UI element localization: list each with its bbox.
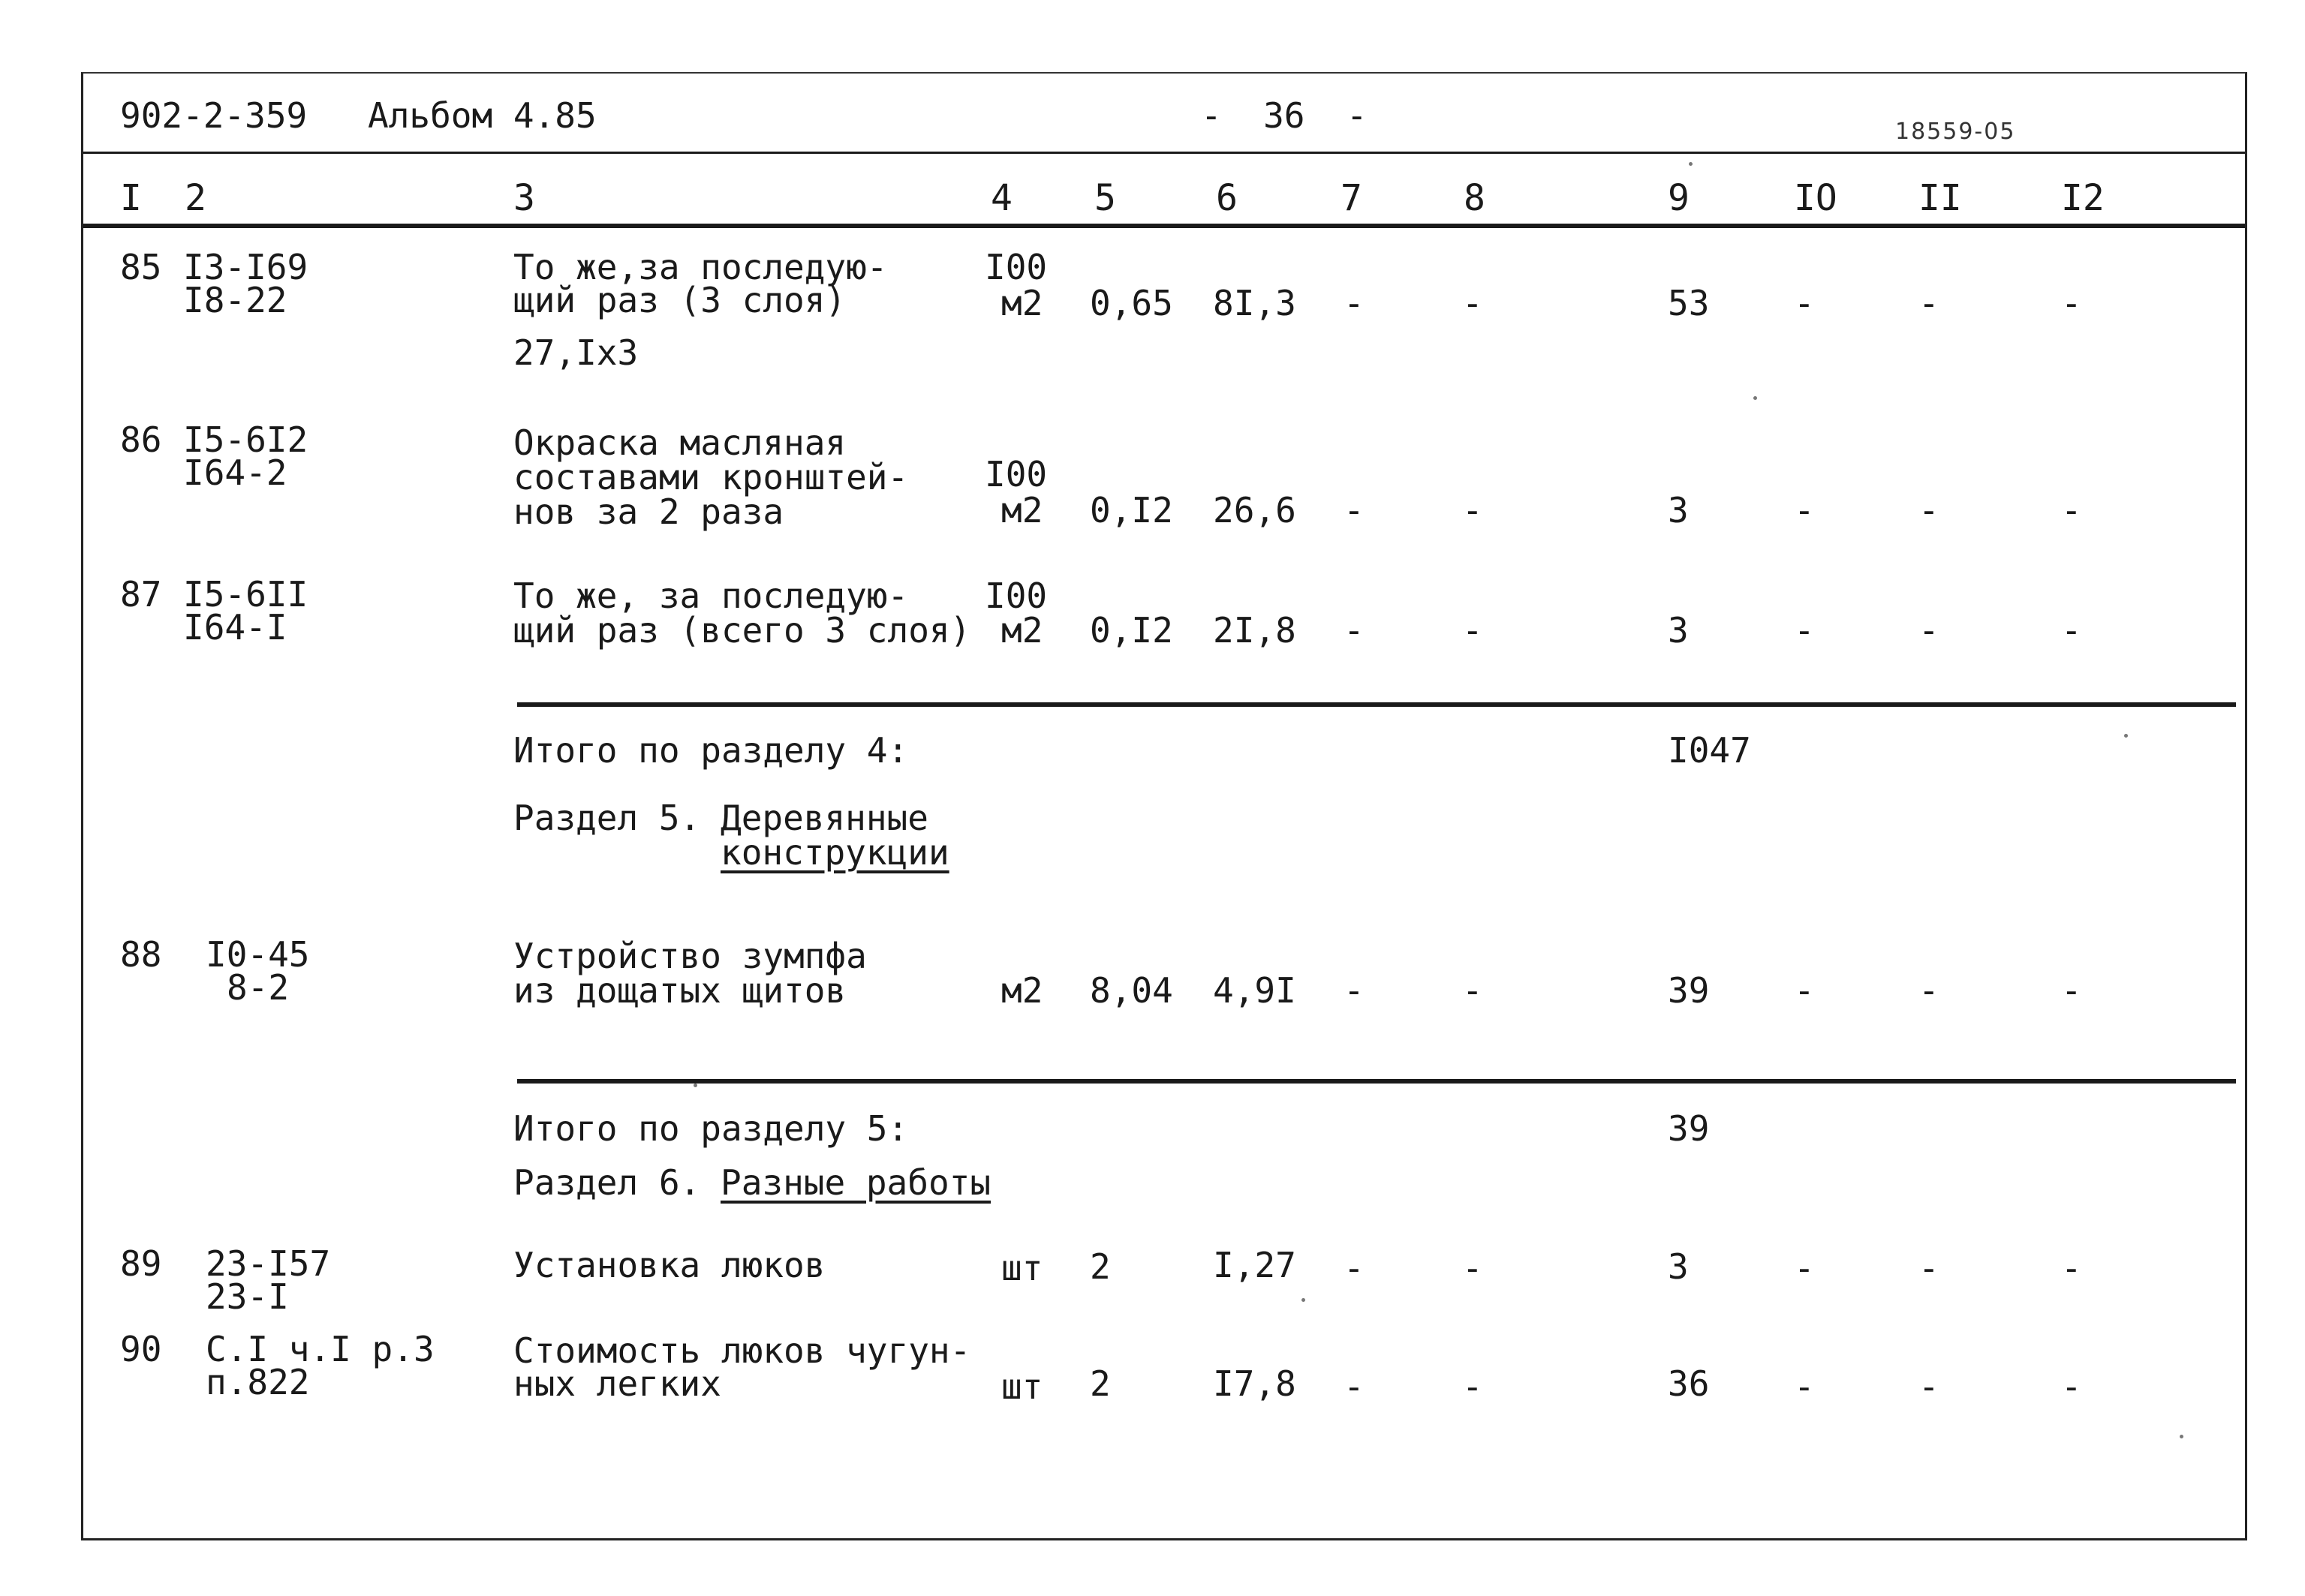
unit-price: 26,6 [1213, 490, 1296, 530]
col11-value: - [1918, 1366, 1939, 1407]
col7-value: - [1344, 283, 1365, 323]
work-description: 27,Iх3 [513, 332, 639, 373]
col10-value: - [1794, 610, 1815, 651]
col-header-9: 9 [1668, 177, 1690, 219]
doc-code: 902-2-359 [120, 95, 308, 136]
quantity: 0,I2 [1090, 490, 1173, 530]
section5-total-value: 39 [1668, 1108, 1710, 1149]
rate-code: I5-6I2 [183, 419, 308, 460]
col-header-7: 7 [1341, 177, 1362, 219]
work-description: Установка люков [513, 1245, 826, 1285]
work-description: То же,за последую- [513, 247, 888, 287]
row-number: 90 [120, 1329, 162, 1369]
col-header-5: 5 [1094, 177, 1116, 219]
col-header-3: 3 [513, 177, 535, 219]
unit: м2 [1001, 283, 1043, 323]
col12-value: - [2061, 610, 2082, 651]
rate-code: I5-6II [183, 574, 308, 615]
work-description: ных легких [513, 1363, 721, 1404]
album-label: Альбом 4.85 [368, 95, 597, 136]
col-header-10: IO [1794, 177, 1837, 219]
col-header-12: I2 [2061, 177, 2105, 219]
section4-separator [517, 702, 2236, 707]
col12-value: - [2061, 970, 2082, 1011]
col12-value: - [2061, 1366, 2082, 1407]
quantity: 0,65 [1090, 283, 1173, 323]
row-number: 87 [120, 574, 162, 615]
col-header-8: 8 [1464, 177, 1485, 219]
scan-speck [694, 1084, 697, 1087]
page-number: - 36 - [1201, 95, 1368, 136]
scan-speck [1753, 396, 1757, 400]
rate-code: С.I ч.I р.3 [206, 1329, 435, 1369]
section5-title-underlined: конструкции [721, 832, 949, 873]
total-cost: 3 [1668, 490, 1689, 530]
col11-value: - [1918, 970, 1939, 1011]
unit-multiplier: I00 [985, 576, 1048, 616]
rate-code-sub: I64-I [183, 607, 287, 648]
col10-value: - [1794, 970, 1815, 1011]
col11-value: - [1918, 283, 1939, 323]
unit: шт [1001, 1248, 1043, 1288]
col8-value: - [1462, 970, 1483, 1011]
unit: м2 [1001, 610, 1043, 651]
column-header-rule [83, 224, 2245, 228]
section6-prefix: Раздел 6. [513, 1162, 701, 1203]
col-header-4: 4 [991, 177, 1013, 219]
rate-code-sub: п.822 [206, 1362, 310, 1402]
work-description: Окраска масляная [513, 422, 847, 463]
unit-price: 8I,3 [1213, 283, 1296, 323]
col12-value: - [2061, 283, 2082, 323]
header-rule [83, 152, 2245, 154]
section5-total-label: Итого по разделу 5: [513, 1108, 909, 1149]
col7-value: - [1344, 970, 1365, 1011]
row-number: 88 [120, 934, 162, 975]
total-cost: 39 [1668, 970, 1710, 1011]
quantity: 2 [1090, 1246, 1111, 1287]
rate-code-sub: I8-22 [183, 280, 287, 320]
scan-speck [1301, 1298, 1305, 1302]
rate-code-sub: I64-2 [183, 452, 287, 493]
col12-value: - [2061, 1248, 2082, 1288]
rate-code: 23-I57 [206, 1243, 331, 1284]
col8-value: - [1462, 283, 1483, 323]
unit: м2 [1001, 970, 1043, 1011]
work-description: щий раз (всего 3 слоя) [513, 610, 971, 651]
unit-multiplier: I00 [985, 247, 1048, 287]
work-description: нов за 2 раза [513, 491, 784, 532]
scan-speck [2124, 734, 2128, 738]
work-description: составами кронштей- [513, 457, 909, 497]
col7-value: - [1344, 1366, 1365, 1407]
row-number: 89 [120, 1243, 162, 1284]
unit-price: I,27 [1213, 1245, 1296, 1285]
col7-value: - [1344, 490, 1365, 530]
work-description: Стоимость люков чугун- [513, 1330, 971, 1371]
unit-price: 2I,8 [1213, 610, 1296, 651]
col10-value: - [1794, 1366, 1815, 1407]
col7-value: - [1344, 610, 1365, 651]
row-number: 85 [120, 247, 162, 287]
col-header-6: 6 [1216, 177, 1238, 219]
rate-code: I3-I69 [183, 247, 308, 287]
unit-price: 4,9I [1213, 970, 1296, 1011]
section5-separator [517, 1079, 2236, 1084]
quantity: 8,04 [1090, 970, 1173, 1011]
quantity: 2 [1090, 1363, 1111, 1404]
unit: м2 [1001, 490, 1043, 530]
rate-code: I0-45 [206, 934, 310, 975]
quantity: 0,I2 [1090, 610, 1173, 651]
rate-code-sub: 23-I [206, 1276, 289, 1317]
section5-title: Деревянные [721, 798, 928, 838]
total-cost: 3 [1668, 1246, 1689, 1287]
total-cost: 36 [1668, 1363, 1710, 1404]
archive-stamp: 18559-05 [1895, 119, 2016, 145]
work-description: То же, за последую- [513, 576, 909, 616]
col8-value: - [1462, 610, 1483, 651]
total-cost: 3 [1668, 610, 1689, 651]
unit-multiplier: I00 [985, 454, 1048, 494]
col10-value: - [1794, 1248, 1815, 1288]
col8-value: - [1462, 1366, 1483, 1407]
work-description: щий раз (3 слоя) [513, 280, 847, 320]
row-number: 86 [120, 419, 162, 460]
unit: шт [1001, 1366, 1043, 1407]
col8-value: - [1462, 1248, 1483, 1288]
section4-total-label: Итого по разделу 4: [513, 730, 909, 771]
col7-value: - [1344, 1248, 1365, 1288]
section6-title-underlined: Разные работы [721, 1162, 992, 1203]
col8-value: - [1462, 490, 1483, 530]
unit-price: I7,8 [1213, 1363, 1296, 1404]
scan-speck [1689, 162, 1693, 166]
col-header-2: 2 [185, 177, 206, 219]
col11-value: - [1918, 1248, 1939, 1288]
total-cost: 53 [1668, 283, 1710, 323]
col11-value: - [1918, 490, 1939, 530]
section4-total-value: I047 [1668, 730, 1751, 771]
col-header-1: I [120, 177, 142, 219]
work-description: из дощатых щитов [513, 970, 847, 1011]
col-header-11: II [1918, 177, 1962, 219]
col12-value: - [2061, 490, 2082, 530]
rate-code-sub: 8-2 [227, 967, 290, 1008]
col10-value: - [1794, 490, 1815, 530]
scan-speck [2180, 1435, 2183, 1438]
section5-prefix: Раздел 5. [513, 798, 701, 838]
col11-value: - [1918, 610, 1939, 651]
col10-value: - [1794, 283, 1815, 323]
work-description: Устройство зумпфа [513, 936, 867, 976]
